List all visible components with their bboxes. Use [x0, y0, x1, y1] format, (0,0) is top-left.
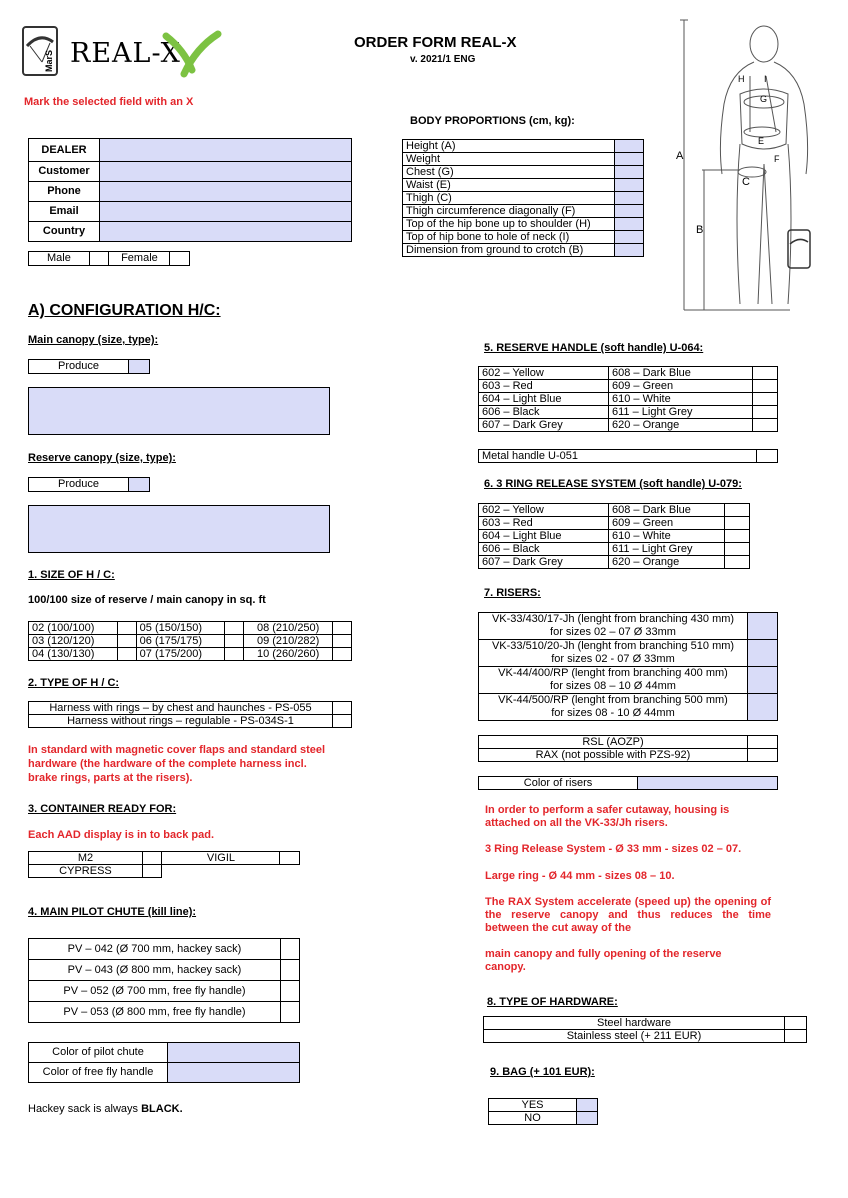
- pilot-checkbox[interactable]: [281, 960, 300, 981]
- handle-checkbox[interactable]: [753, 380, 778, 393]
- bag-title: 9. BAG (+ 101 EUR):: [490, 1066, 595, 1078]
- riser-option: [479, 640, 748, 667]
- riser-name: VK-44/500/RP (lenght from branching 500 mm): [498, 694, 728, 706]
- riser-checkbox[interactable]: [748, 640, 778, 667]
- type-option: Harness with rings – by chest and haunches - PS-055: [29, 702, 333, 715]
- hardware-option: Steel hardware: [484, 1017, 785, 1030]
- riser-name: VK-33/510/20-Jh (lenght from branching 510 mm): [491, 640, 735, 652]
- reserve-handle-table: [478, 366, 778, 432]
- size-checkbox[interactable]: [117, 635, 136, 648]
- body-row-field[interactable]: [615, 179, 644, 192]
- figure-label-e: E: [758, 136, 765, 146]
- riser-color-label: Color of risers: [479, 777, 638, 790]
- pilot-option: PV – 042 (Ø 700 mm, hackey sack): [29, 939, 281, 960]
- cypress-label: CYPRESS: [29, 865, 143, 878]
- risers-note-housing: In order to perform a safer cutaway, housing is attached on all the VK-33/Jh risers.: [485, 804, 730, 829]
- size-option: 02 (100/100): [29, 622, 118, 635]
- hackey-note-text: Hackey sack is always: [28, 1103, 139, 1115]
- ring-release-table: [478, 503, 750, 569]
- ring-option: 602 – Yellow: [479, 504, 609, 517]
- instruction: Mark the selected field with an X: [24, 96, 194, 108]
- reserve-produce-checkbox[interactable]: [129, 478, 150, 492]
- ring-option: 604 – Light Blue: [479, 530, 609, 543]
- metal-handle-table: [478, 449, 778, 463]
- bag-table: [488, 1098, 598, 1125]
- riser-option: [479, 694, 748, 721]
- handle-option: 609 – Green: [609, 380, 753, 393]
- body-sketch-icon: [670, 14, 835, 326]
- vigil-label: VIGIL: [162, 852, 280, 865]
- main-produce-checkbox[interactable]: [129, 360, 150, 374]
- m2-checkbox[interactable]: [142, 852, 162, 865]
- pilot-option: PV – 053 (Ø 800 mm, free fly handle): [29, 1002, 281, 1023]
- ring-option: 608 – Dark Blue: [609, 504, 725, 517]
- risers-title: 7. RISERS:: [484, 587, 541, 599]
- figure-label-b: B: [696, 224, 704, 236]
- handle-checkbox[interactable]: [753, 393, 778, 406]
- size-checkbox[interactable]: [117, 648, 136, 661]
- handle-option: 607 – Dark Grey: [479, 419, 609, 432]
- type-option: Harness without rings – regulable - PS-034S-1: [29, 715, 333, 728]
- ring-option: 620 – Orange: [609, 556, 725, 569]
- page-title: ORDER FORM REAL-X: [354, 34, 517, 51]
- figure-label-c: C: [742, 176, 750, 188]
- container-title: 3. CONTAINER READY FOR:: [28, 803, 177, 815]
- produce-label: Produce: [29, 360, 129, 374]
- body-row-label: Top of hip bone to hole of neck (I): [403, 231, 615, 244]
- body-row-field[interactable]: [615, 244, 644, 257]
- handle-color-field[interactable]: [168, 1063, 300, 1083]
- body-row-label: Thigh (C): [403, 192, 615, 205]
- main-canopy-field[interactable]: [28, 387, 330, 435]
- type-table: [28, 701, 352, 728]
- pilot-chute-table: [28, 938, 300, 1023]
- mars-logo-text: MarS: [44, 50, 54, 73]
- size-checkbox[interactable]: [333, 622, 352, 635]
- pilot-color-table: [28, 1042, 300, 1083]
- container-note: Each AAD display is in to back pad.: [28, 829, 215, 841]
- body-proportions-table: [402, 139, 644, 257]
- main-canopy-title: Main canopy (size, type):: [28, 334, 159, 346]
- phone-field[interactable]: [100, 182, 352, 202]
- handle-option: 610 – White: [609, 393, 753, 406]
- riser-color-table: [478, 776, 778, 790]
- metal-handle-label: Metal handle U-051: [479, 450, 757, 463]
- container-table: [28, 851, 300, 878]
- ring-option: 610 – White: [609, 530, 725, 543]
- size-option: 10 (260/260): [244, 648, 333, 661]
- body-row-field[interactable]: [615, 192, 644, 205]
- customer-field[interactable]: [100, 162, 352, 182]
- hardware-table: [483, 1016, 807, 1043]
- risers-table: [478, 612, 778, 721]
- body-row-field[interactable]: [615, 166, 644, 179]
- handle-checkbox[interactable]: [753, 419, 778, 432]
- body-row-field[interactable]: [615, 140, 644, 153]
- body-proportions-title: BODY PROPORTIONS (cm, kg):: [410, 115, 575, 127]
- riser-checkbox[interactable]: [748, 613, 778, 640]
- country-label: Country: [29, 222, 100, 242]
- size-checkbox[interactable]: [333, 635, 352, 648]
- hardware-checkbox[interactable]: [785, 1030, 807, 1043]
- ring-checkbox[interactable]: [725, 517, 750, 530]
- ring-option: 611 – Light Grey: [609, 543, 725, 556]
- configuration-title: A) CONFIGURATION H/C:: [28, 302, 221, 319]
- rsl-checkbox[interactable]: [748, 736, 778, 749]
- pilot-checkbox[interactable]: [281, 1002, 300, 1023]
- ring-checkbox[interactable]: [725, 504, 750, 517]
- male-label: Male: [29, 252, 90, 266]
- handle-option: 606 – Black: [479, 406, 609, 419]
- size-subtitle: 100/100 size of reserve / main canopy in sq. ft: [28, 594, 266, 606]
- riser-checkbox[interactable]: [748, 667, 778, 694]
- handle-checkbox[interactable]: [753, 406, 778, 419]
- pilot-option: PV – 052 (Ø 700 mm, free fly handle): [29, 981, 281, 1002]
- risers-note-rax: The RAX System accelerate (speed up) the opening of the reserve canopy and thus reduces the time between the cut away of the: [485, 896, 771, 934]
- gender-table: [28, 251, 190, 266]
- ring-checkbox[interactable]: [725, 543, 750, 556]
- bag-no-checkbox[interactable]: [577, 1112, 598, 1125]
- hardware-title: 8. TYPE OF HARDWARE:: [487, 996, 618, 1008]
- body-row-label: Dimension from ground to crotch (B): [403, 244, 615, 257]
- size-option: 05 (150/150): [136, 622, 225, 635]
- riser-sizes: for sizes 08 - 10 Ø 44mm: [551, 707, 675, 719]
- size-checkbox[interactable]: [225, 622, 244, 635]
- bag-yes-checkbox[interactable]: [577, 1099, 598, 1112]
- size-checkbox[interactable]: [117, 622, 136, 635]
- ring-checkbox[interactable]: [725, 556, 750, 569]
- riser-sizes: for sizes 02 - 07 Ø 33mm: [551, 653, 675, 665]
- size-option: 06 (175/175): [136, 635, 225, 648]
- vigil-checkbox[interactable]: [280, 852, 300, 865]
- size-option: 07 (175/200): [136, 648, 225, 661]
- ring-release-title: 6. 3 RING RELEASE SYSTEM (soft handle) U-079:: [484, 478, 742, 490]
- ring-option: 603 – Red: [479, 517, 609, 530]
- pilot-checkbox[interactable]: [281, 981, 300, 1002]
- body-row-label: Height (A): [403, 140, 615, 153]
- phone-label: Phone: [29, 182, 100, 202]
- size-title: 1. SIZE OF H / C:: [28, 569, 115, 581]
- dealer-label: DEALER: [29, 139, 100, 162]
- handle-option: 604 – Light Blue: [479, 393, 609, 406]
- body-row-label: Weight: [403, 153, 615, 166]
- hardware-checkbox[interactable]: [785, 1017, 807, 1030]
- country-field[interactable]: [100, 222, 352, 242]
- body-figure: [670, 14, 835, 326]
- ring-option: 609 – Green: [609, 517, 725, 530]
- size-option: 04 (130/130): [29, 648, 118, 661]
- hackey-note: [28, 1103, 183, 1115]
- riser-name: VK-44/400/RP (lenght from branching 400 mm): [498, 667, 728, 679]
- riser-option: [479, 667, 748, 694]
- pilot-option: PV – 043 (Ø 800 mm, hackey sack): [29, 960, 281, 981]
- body-row-label: Chest (G): [403, 166, 615, 179]
- cypress-checkbox[interactable]: [142, 865, 162, 878]
- dealer-field[interactable]: [100, 139, 352, 162]
- riser-sizes: for sizes 02 – 07 Ø 33mm: [550, 626, 676, 638]
- size-checkbox[interactable]: [333, 648, 352, 661]
- handle-option: 620 – Orange: [609, 419, 753, 432]
- female-checkbox[interactable]: [170, 252, 190, 266]
- body-row-label: Thigh circumference diagonally (F): [403, 205, 615, 218]
- body-row-field[interactable]: [615, 231, 644, 244]
- ring-option: 606 – Black: [479, 543, 609, 556]
- size-checkbox[interactable]: [225, 635, 244, 648]
- rsl-label: RSL (AOZP): [479, 736, 748, 749]
- pilot-color-field[interactable]: [168, 1043, 300, 1063]
- size-option: 09 (210/282): [244, 635, 333, 648]
- produce-label: Produce: [29, 478, 129, 492]
- hackey-note-bold: BLACK.: [141, 1103, 183, 1115]
- size-table: [28, 621, 352, 661]
- handle-option: 603 – Red: [479, 380, 609, 393]
- x-mark-icon: [162, 30, 224, 78]
- email-label: Email: [29, 202, 100, 222]
- type-note: In standard with magnetic cover flaps and standard steel hardware (the hardware of the complete harness incl. brake rings, parts at the risers).: [28, 744, 326, 784]
- male-checkbox[interactable]: [89, 252, 109, 266]
- body-row-label: Top of the hip bone up to shoulder (H): [403, 218, 615, 231]
- risers-note-ring: 3 Ring Release System - Ø 33 mm - sizes 02 – 07.: [485, 843, 742, 855]
- rax-label: RAX (not possible with PZS-92): [479, 749, 748, 762]
- riser-checkbox[interactable]: [748, 694, 778, 721]
- body-row-field[interactable]: [615, 218, 644, 231]
- ring-checkbox[interactable]: [725, 530, 750, 543]
- body-row-field[interactable]: [615, 153, 644, 166]
- main-canopy-produce-table: [28, 359, 150, 374]
- reserve-canopy-title: Reserve canopy (size, type):: [28, 452, 176, 464]
- customer-label: Customer: [29, 162, 100, 182]
- handle-option: 608 – Dark Blue: [609, 367, 753, 380]
- handle-option: 611 – Light Grey: [609, 406, 753, 419]
- figure-label-h: H: [738, 74, 745, 84]
- real-x-logo: [70, 30, 222, 76]
- rax-checkbox[interactable]: [748, 749, 778, 762]
- figure-label-a: A: [676, 150, 684, 162]
- size-option: 03 (120/120): [29, 635, 118, 648]
- size-option: 08 (210/250): [244, 622, 333, 635]
- pilot-color-label: Color of pilot chute: [29, 1043, 168, 1063]
- size-checkbox[interactable]: [225, 648, 244, 661]
- type-title: 2. TYPE OF H / C:: [28, 677, 120, 689]
- reserve-canopy-produce-table: [28, 477, 150, 492]
- riser-color-field[interactable]: [638, 777, 778, 790]
- handle-option: 602 – Yellow: [479, 367, 609, 380]
- ring-option: 607 – Dark Grey: [479, 556, 609, 569]
- figure-label-g: G: [760, 94, 768, 104]
- riser-option: [479, 613, 748, 640]
- real-x-logo-text: REAL-X: [70, 38, 181, 69]
- body-row-field[interactable]: [615, 205, 644, 218]
- bag-yes-label: YES: [489, 1099, 577, 1112]
- body-row-label: Waist (E): [403, 179, 615, 192]
- riser-sizes: for sizes 08 – 10 Ø 44mm: [550, 680, 676, 692]
- reserve-canopy-field[interactable]: [28, 505, 330, 553]
- m2-label: M2: [29, 852, 143, 865]
- type-checkbox[interactable]: [333, 715, 352, 728]
- reserve-handle-title: 5. RESERVE HANDLE (soft handle) U-064:: [484, 342, 704, 354]
- metal-handle-checkbox[interactable]: [757, 450, 778, 463]
- hardware-option: Stainless steel (+ 211 EUR): [484, 1030, 785, 1043]
- handle-color-label: Color of free fly handle: [29, 1063, 168, 1083]
- handle-checkbox[interactable]: [753, 367, 778, 380]
- pilot-checkbox[interactable]: [281, 939, 300, 960]
- type-checkbox[interactable]: [333, 702, 352, 715]
- figure-label-f: F: [774, 154, 780, 164]
- contact-table: [28, 138, 352, 242]
- email-field[interactable]: [100, 202, 352, 222]
- female-label: Female: [109, 252, 170, 266]
- version: v. 2021/1 ENG: [410, 54, 476, 65]
- mars-logo: [22, 26, 58, 76]
- risers-note-large-ring: Large ring - Ø 44 mm - sizes 08 – 10.: [485, 870, 675, 882]
- figure-label-i: I: [764, 74, 767, 84]
- risers-note-rax-cont: main canopy and fully opening of the reserve canopy.: [485, 948, 722, 973]
- rsl-rax-table: [478, 735, 778, 762]
- riser-name: VK-33/430/17-Jh (lenght from branching 430 mm): [491, 613, 735, 625]
- pilot-chute-title: 4. MAIN PILOT CHUTE (kill line):: [28, 906, 197, 918]
- bag-no-label: NO: [489, 1112, 577, 1125]
